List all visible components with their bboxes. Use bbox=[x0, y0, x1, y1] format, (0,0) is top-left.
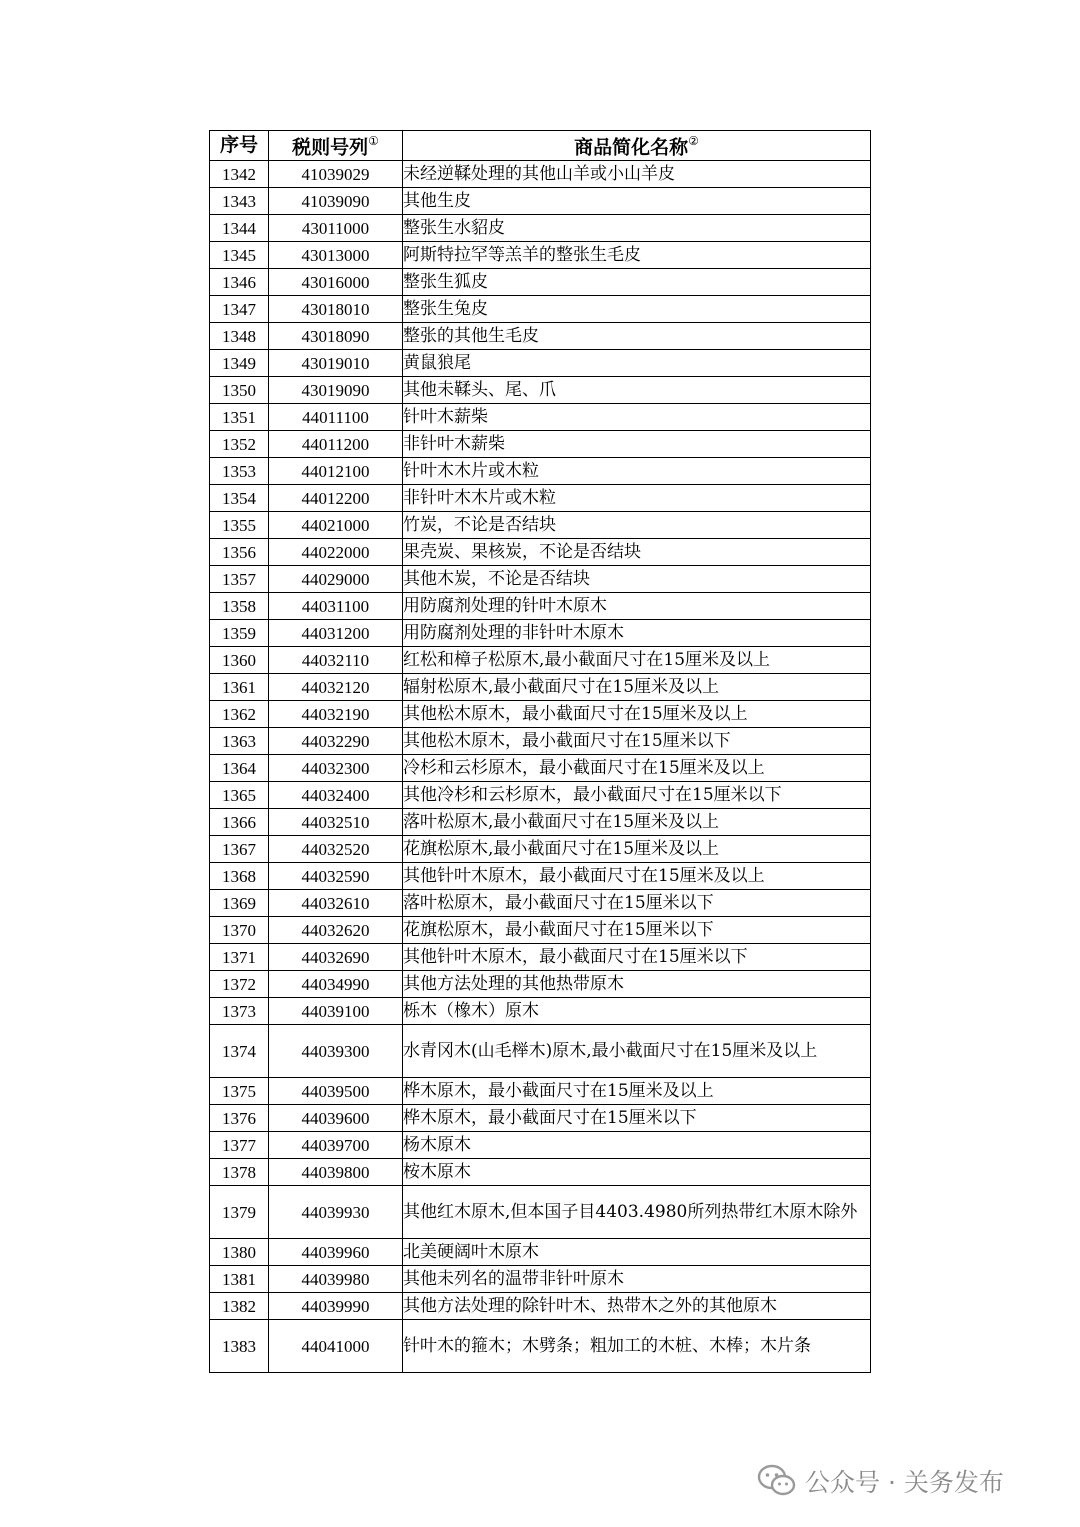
table-row bbox=[210, 1132, 871, 1159]
cell-code: 44032520 bbox=[269, 836, 403, 863]
cell-code: 44012200 bbox=[269, 485, 403, 512]
cell-code: 44039990 bbox=[269, 1293, 403, 1320]
cell-code: 44021000 bbox=[269, 512, 403, 539]
table-row bbox=[210, 1186, 871, 1239]
table-row bbox=[210, 458, 871, 485]
cell-name: 针叶木的箍木；木劈条；粗加工的木桩、木棒；木片条 bbox=[403, 1320, 871, 1373]
cell-name: 整张生兔皮 bbox=[403, 296, 871, 323]
table-row bbox=[210, 1105, 871, 1132]
table-row bbox=[210, 917, 871, 944]
table-row bbox=[210, 782, 871, 809]
cell-code: 44034990 bbox=[269, 971, 403, 998]
table-row bbox=[210, 215, 871, 242]
cell-name: 落叶松原木,最小截面尺寸在15厘米及以上 bbox=[403, 809, 871, 836]
cell-name: 栎木（橡木）原木 bbox=[403, 998, 871, 1025]
cell-seq: 1355 bbox=[210, 512, 269, 539]
cell-seq: 1362 bbox=[210, 701, 269, 728]
cell-seq: 1373 bbox=[210, 998, 269, 1025]
footnote-marker: ② bbox=[688, 134, 699, 149]
table-row bbox=[210, 323, 871, 350]
table-row bbox=[210, 1025, 871, 1078]
cell-code: 44022000 bbox=[269, 539, 403, 566]
cell-seq: 1382 bbox=[210, 1293, 269, 1320]
cell-name: 黄鼠狼尾 bbox=[403, 350, 871, 377]
cell-seq: 1360 bbox=[210, 647, 269, 674]
cell-code: 44032620 bbox=[269, 917, 403, 944]
cell-name: 阿斯特拉罕等羔羊的整张生毛皮 bbox=[403, 242, 871, 269]
table-row bbox=[210, 971, 871, 998]
cell-name: 其他木炭，不论是否结块 bbox=[403, 566, 871, 593]
cell-code: 44032110 bbox=[269, 647, 403, 674]
cell-code: 44032120 bbox=[269, 674, 403, 701]
table-row bbox=[210, 404, 871, 431]
cell-seq: 1348 bbox=[210, 323, 269, 350]
cell-code: 43011000 bbox=[269, 215, 403, 242]
cell-code: 43013000 bbox=[269, 242, 403, 269]
cell-seq: 1346 bbox=[210, 269, 269, 296]
cell-code: 44039930 bbox=[269, 1186, 403, 1239]
cell-name: 其他红木原木,但本国子目4403.4980所列热带红木原木除外 bbox=[403, 1186, 871, 1239]
cell-name: 水青冈木(山毛榉木)原木,最小截面尺寸在15厘米及以上 bbox=[403, 1025, 871, 1078]
cell-seq: 1380 bbox=[210, 1239, 269, 1266]
cell-code: 44032190 bbox=[269, 701, 403, 728]
table-row bbox=[210, 539, 871, 566]
cell-name: 冷杉和云杉原木，最小截面尺寸在15厘米及以上 bbox=[403, 755, 871, 782]
cell-code: 44032400 bbox=[269, 782, 403, 809]
cell-code: 44039800 bbox=[269, 1159, 403, 1186]
cell-name: 北美硬阔叶木原木 bbox=[403, 1239, 871, 1266]
cell-name: 桦木原木，最小截面尺寸在15厘米以下 bbox=[403, 1105, 871, 1132]
cell-name: 果壳炭、果核炭，不论是否结块 bbox=[403, 539, 871, 566]
cell-seq: 1363 bbox=[210, 728, 269, 755]
cell-seq: 1349 bbox=[210, 350, 269, 377]
header-name: 商品简化名称② bbox=[403, 131, 871, 161]
cell-name: 落叶松原木，最小截面尺寸在15厘米以下 bbox=[403, 890, 871, 917]
cell-seq: 1345 bbox=[210, 242, 269, 269]
cell-name: 红松和樟子松原木,最小截面尺寸在15厘米及以上 bbox=[403, 647, 871, 674]
cell-code: 43018010 bbox=[269, 296, 403, 323]
cell-code: 44039600 bbox=[269, 1105, 403, 1132]
cell-seq: 1352 bbox=[210, 431, 269, 458]
table-row bbox=[210, 269, 871, 296]
cell-seq: 1353 bbox=[210, 458, 269, 485]
cell-seq: 1347 bbox=[210, 296, 269, 323]
cell-name: 花旗松原木,最小截面尺寸在15厘米及以上 bbox=[403, 836, 871, 863]
cell-name: 整张生水貂皮 bbox=[403, 215, 871, 242]
cell-seq: 1356 bbox=[210, 539, 269, 566]
cell-name: 其他松木原木，最小截面尺寸在15厘米及以上 bbox=[403, 701, 871, 728]
cell-name: 其他生皮 bbox=[403, 188, 871, 215]
table-row bbox=[210, 296, 871, 323]
cell-code: 44032590 bbox=[269, 863, 403, 890]
cell-name: 用防腐剂处理的非针叶木原木 bbox=[403, 620, 871, 647]
cell-name: 未经逆鞣处理的其他山羊或小山羊皮 bbox=[403, 161, 871, 188]
cell-seq: 1350 bbox=[210, 377, 269, 404]
table-row bbox=[210, 566, 871, 593]
cell-name: 针叶木薪柴 bbox=[403, 404, 871, 431]
table-row bbox=[210, 1293, 871, 1320]
table-row bbox=[210, 188, 871, 215]
cell-name: 其他针叶木原木，最小截面尺寸在15厘米及以上 bbox=[403, 863, 871, 890]
cell-seq: 1359 bbox=[210, 620, 269, 647]
cell-seq: 1370 bbox=[210, 917, 269, 944]
table-header-row bbox=[210, 131, 871, 161]
table-row bbox=[210, 377, 871, 404]
table-row bbox=[210, 944, 871, 971]
cell-name: 针叶木木片或木粒 bbox=[403, 458, 871, 485]
header-code: 税则号列① bbox=[269, 131, 403, 161]
cell-code: 44039980 bbox=[269, 1266, 403, 1293]
wechat-watermark bbox=[757, 1463, 1004, 1499]
cell-seq: 1372 bbox=[210, 971, 269, 998]
cell-code: 44039100 bbox=[269, 998, 403, 1025]
table-row bbox=[210, 1159, 871, 1186]
cell-name: 其他方法处理的除针叶木、热带木之外的其他原木 bbox=[403, 1293, 871, 1320]
table-row bbox=[210, 485, 871, 512]
table-row bbox=[210, 674, 871, 701]
tariff-table bbox=[209, 130, 871, 1373]
cell-seq: 1375 bbox=[210, 1078, 269, 1105]
cell-code: 44012100 bbox=[269, 458, 403, 485]
cell-seq: 1364 bbox=[210, 755, 269, 782]
cell-name: 其他冷杉和云杉原木，最小截面尺寸在15厘米以下 bbox=[403, 782, 871, 809]
cell-name: 杨木原木 bbox=[403, 1132, 871, 1159]
cell-seq: 1378 bbox=[210, 1159, 269, 1186]
cell-seq: 1379 bbox=[210, 1186, 269, 1239]
table-row bbox=[210, 755, 871, 782]
cell-code: 44032510 bbox=[269, 809, 403, 836]
cell-seq: 1357 bbox=[210, 566, 269, 593]
header-seq: 序号 bbox=[210, 131, 269, 161]
table-row bbox=[210, 593, 871, 620]
cell-seq: 1374 bbox=[210, 1025, 269, 1078]
table-row bbox=[210, 431, 871, 458]
cell-name: 整张生狐皮 bbox=[403, 269, 871, 296]
cell-name: 桉木原木 bbox=[403, 1159, 871, 1186]
cell-seq: 1367 bbox=[210, 836, 269, 863]
cell-seq: 1351 bbox=[210, 404, 269, 431]
table-row bbox=[210, 836, 871, 863]
table-row bbox=[210, 1078, 871, 1105]
cell-name: 花旗松原木，最小截面尺寸在15厘米以下 bbox=[403, 917, 871, 944]
table-row bbox=[210, 1320, 871, 1373]
footnote-marker: ① bbox=[368, 134, 379, 149]
table-row bbox=[210, 809, 871, 836]
cell-seq: 1381 bbox=[210, 1266, 269, 1293]
cell-seq: 1344 bbox=[210, 215, 269, 242]
table-body bbox=[210, 161, 871, 1373]
table-row bbox=[210, 1239, 871, 1266]
table-row bbox=[210, 242, 871, 269]
cell-code: 44032300 bbox=[269, 755, 403, 782]
cell-name: 非针叶木薪柴 bbox=[403, 431, 871, 458]
cell-code: 44031200 bbox=[269, 620, 403, 647]
cell-name: 其他未列名的温带非针叶原木 bbox=[403, 1266, 871, 1293]
cell-code: 44039960 bbox=[269, 1239, 403, 1266]
cell-code: 43019090 bbox=[269, 377, 403, 404]
table-row bbox=[210, 890, 871, 917]
cell-code: 44039700 bbox=[269, 1132, 403, 1159]
cell-code: 44041000 bbox=[269, 1320, 403, 1373]
cell-seq: 1376 bbox=[210, 1105, 269, 1132]
cell-seq: 1361 bbox=[210, 674, 269, 701]
table-row bbox=[210, 1266, 871, 1293]
cell-code: 44032290 bbox=[269, 728, 403, 755]
cell-name: 其他方法处理的其他热带原木 bbox=[403, 971, 871, 998]
cell-seq: 1371 bbox=[210, 944, 269, 971]
cell-code: 44039300 bbox=[269, 1025, 403, 1078]
cell-code: 43016000 bbox=[269, 269, 403, 296]
cell-seq: 1366 bbox=[210, 809, 269, 836]
table-row bbox=[210, 620, 871, 647]
cell-name: 其他针叶木原木，最小截面尺寸在15厘米以下 bbox=[403, 944, 871, 971]
wechat-icon bbox=[757, 1464, 797, 1498]
cell-code: 41039029 bbox=[269, 161, 403, 188]
cell-code: 44032610 bbox=[269, 890, 403, 917]
table-row bbox=[210, 512, 871, 539]
table-row bbox=[210, 350, 871, 377]
cell-name: 竹炭，不论是否结块 bbox=[403, 512, 871, 539]
cell-seq: 1368 bbox=[210, 863, 269, 890]
cell-code: 44011100 bbox=[269, 404, 403, 431]
cell-name: 其他松木原木，最小截面尺寸在15厘米以下 bbox=[403, 728, 871, 755]
cell-seq: 1365 bbox=[210, 782, 269, 809]
cell-code: 44029000 bbox=[269, 566, 403, 593]
table-row bbox=[210, 647, 871, 674]
watermark-text: 公众号 · 关务发布 bbox=[805, 1468, 1004, 1497]
cell-seq: 1377 bbox=[210, 1132, 269, 1159]
table-row bbox=[210, 701, 871, 728]
cell-seq: 1369 bbox=[210, 890, 269, 917]
cell-code: 44039500 bbox=[269, 1078, 403, 1105]
cell-code: 44031100 bbox=[269, 593, 403, 620]
cell-name: 非针叶木木片或木粒 bbox=[403, 485, 871, 512]
cell-code: 41039090 bbox=[269, 188, 403, 215]
cell-seq: 1383 bbox=[210, 1320, 269, 1373]
cell-name: 用防腐剂处理的针叶木原木 bbox=[403, 593, 871, 620]
cell-seq: 1358 bbox=[210, 593, 269, 620]
table-row bbox=[210, 161, 871, 188]
cell-code: 44032690 bbox=[269, 944, 403, 971]
cell-name: 其他未鞣头、尾、爪 bbox=[403, 377, 871, 404]
table-row bbox=[210, 863, 871, 890]
cell-name: 辐射松原木,最小截面尺寸在15厘米及以上 bbox=[403, 674, 871, 701]
cell-name: 桦木原木，最小截面尺寸在15厘米及以上 bbox=[403, 1078, 871, 1105]
table-row bbox=[210, 998, 871, 1025]
cell-seq: 1342 bbox=[210, 161, 269, 188]
cell-code: 43019010 bbox=[269, 350, 403, 377]
cell-seq: 1343 bbox=[210, 188, 269, 215]
table-row bbox=[210, 728, 871, 755]
cell-seq: 1354 bbox=[210, 485, 269, 512]
cell-code: 43018090 bbox=[269, 323, 403, 350]
cell-name: 整张的其他生毛皮 bbox=[403, 323, 871, 350]
cell-code: 44011200 bbox=[269, 431, 403, 458]
